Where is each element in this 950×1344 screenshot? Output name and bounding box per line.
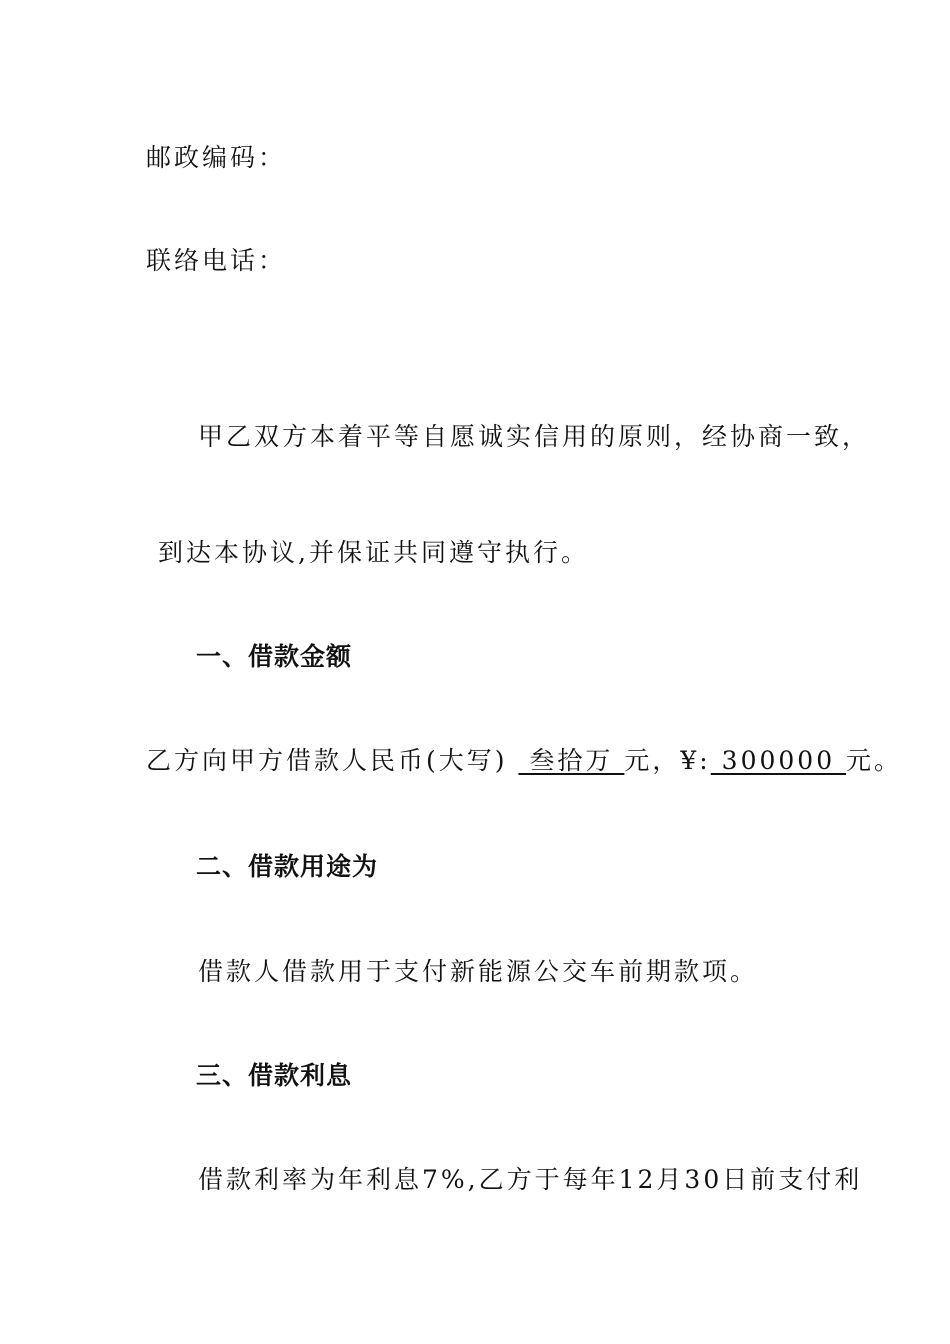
- amount-in-words: 叁拾万: [518, 746, 625, 775]
- amount-unit-yuan: 元，¥:: [624, 746, 711, 775]
- intro-paragraph-line-2: 到达本协议,并保证共同遵守执行。: [158, 538, 589, 567]
- purpose-text: 借款人借款用于支付新能源公交车前期款项。: [198, 957, 759, 986]
- amount-unit-end: 元。: [846, 746, 903, 775]
- section-heading-interest: 三、借款利息: [196, 1061, 353, 1090]
- interest-text: 借款利率为年利息7%,乙方于每年12月30日前支付利: [198, 1165, 863, 1194]
- intro-paragraph-line-1: 甲乙双方本着平等自愿诚实信用的原则，经协商一致，: [198, 422, 871, 451]
- phone-label: 联络电话：: [146, 246, 287, 275]
- loan-amount-line: [146, 741, 902, 777]
- amount-prefix: 乙方向甲方借款人民币(大写): [146, 746, 508, 775]
- amount-in-figures: 300000: [710, 746, 847, 775]
- postcode-label: 邮政编码：: [146, 143, 287, 172]
- section-heading-purpose: 二、借款用途为: [196, 852, 379, 881]
- section-heading-amount: 一、借款金额: [196, 642, 353, 671]
